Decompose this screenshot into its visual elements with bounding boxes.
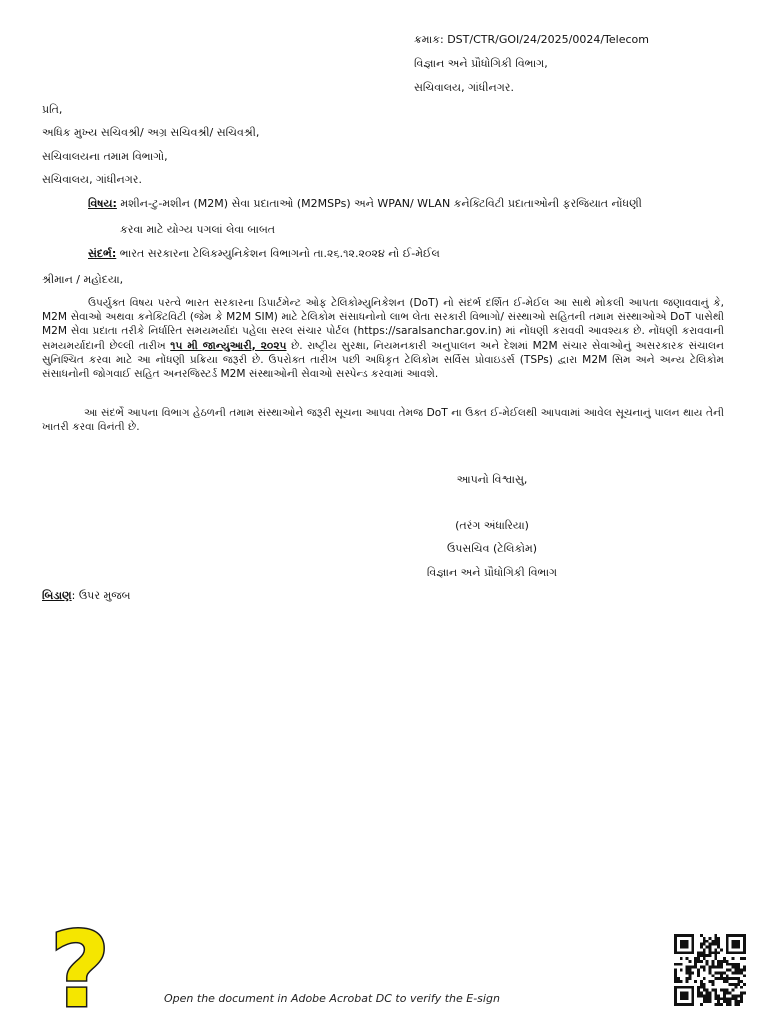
recipient-line-3: સચિવાલય, ગાંધીનગર.: [42, 173, 142, 186]
signature-closing: આપનો વિશ્વાસુ,: [456, 473, 528, 486]
esign-verify-note: Open the document in Adobe Acrobat DC to verify the E-sign: [164, 992, 500, 1005]
subject-text-1: મશીન-ટુ-મશીન (M2M) સેવા પ્રદાતાઓ (M2MSPs) અને WPAN/ WLAN કનેક્ટિવિટી પ્રદાતાઓની ફરજિયાત નોંધણી: [120, 197, 642, 210]
enclosure-label: બિડાણ: [42, 589, 72, 602]
enclosure-line: [42, 588, 131, 603]
qr-code-icon: [674, 934, 746, 1006]
ref-number: ક્રમાક: DST/CTR/GOI/24/2025/0024/Telecom: [414, 33, 649, 46]
enclosure-text: : ઉપર મુજબ: [71, 589, 131, 602]
subject-line: [88, 196, 642, 211]
deadline-date: ૧૫ મી જાન્યુઆરી, ૨૦૨૫: [170, 339, 287, 352]
signatory-name: (તરંગ અંધારિયા): [455, 519, 529, 532]
esign-question-icon: [40, 920, 120, 1016]
svg-text:?: ?: [49, 920, 111, 1016]
subject-text-2: કરવા માટે યોગ્ય પગલાં લેવા બાબત: [120, 223, 276, 236]
salutation: શ્રીમાન / મહોદયા,: [42, 273, 124, 286]
body-paragraph-1-part-b: છે. રાષ્ટ્રીય સુરક્ષા, નિયમનકારી અનુપાલન અને દેશમાં M2M સંચાર સેવાઓનું અસરકારક સંચાલન સુનિશ્ચિત કરવા માટે આ નોંધણી પ્રક્રિયા જરૂરી છે. ઉપરોક્ત તારીખ પછી અધિકૃત ટેલિકોમ સર્વિસ પ્રોવાઇડર્સ (TSPs) દ્વારા M2M સિમ અને અન્ય ટેલિકોમ સંસાધનોની જોગવાઈ સહિત અનરજિસ્ટર્ડ M2M સંસ્થાઓની સેવાઓ સસ્પેન્ડ કરવામાં આવશે.: [42, 339, 725, 381]
body-paragraph-1: [42, 296, 724, 381]
recipient-line-1: અધિક મુખ્ય સચિવશ્રી/ અગ્ર સચિવશ્રી/ સચિવશ્રી,: [42, 126, 260, 139]
issuing-department: વિજ્ઞાન અને પ્રૌધોગિકી વિભાગ,: [414, 57, 548, 70]
signatory-designation: ઉપસચિવ (ટેલિકોમ): [446, 542, 538, 555]
body-paragraph-2: આ સંદર્ભે આપના વિભાગ હેઠળની તમામ સંસ્થાઓને જરૂરી સૂચના આપવા તેમજ DoT ના ઉક્ત ઈ-મેઈલથી આપવામાં આવેલ સૂચનાનું પાલન થાય તેની ખાતરી કરવા વિનંતી છે.: [42, 407, 724, 434]
recipient-to: પ્રતિ,: [42, 103, 63, 116]
body-paragraph-1-part-a: ઉપર્યુક્ત વિષય પરત્વે ભારત સરકારના ડિપાર્ટમેન્ટ ઓફ ટેલિકોમ્યુનિકેશન (DoT) નો સંદર્ભ દર્શિત ઈ-મેઈલ આ સાથે મોકલી આપતા જણાવવાનું કે, M2M સેવાઓ અથવા કનેક્ટિવિટી (જેમ કે M2M SIM) માટે ટેલિકોમ સંસાધનોનો લાભ લેતા સરકારી વિભાગો/ સંસ્થાઓ સહિતની તમામ સંસ્થાઓએ DoT પાસેથી M2M સેવા પ્રદાતા તરીકે નિર્ધારિત સમયમર્યાદા પહેલા સરલ સંચાર પોર્ટલ (https://saralsanchar.gov.in) માં નોંધણી કરાવવી આવશ્યક છે. નોંધણી કરાવવાની સમયમર્યાદાની છેલ્લી તારીખ: [42, 297, 724, 352]
recipient-line-2: સચિવાલયના તમામ વિભાગો,: [42, 150, 168, 163]
reference-line: [88, 246, 440, 261]
reference-label: સંદર્ભ:: [88, 247, 117, 260]
subject-label: વિષય:: [88, 197, 117, 210]
issuing-location: સચિવાલય, ગાંધીનગર.: [414, 81, 514, 94]
reference-text: ભારત સરકારના ટેલિકમ્યુનિકેશન વિભાગનો તા.૨૬.૧૨.૨૦૨૪ નો ઈ-મેઈલ: [119, 247, 440, 260]
signatory-department: વિજ્ઞાન અને પ્રૌધોગિકી વિભાગ: [426, 566, 558, 579]
